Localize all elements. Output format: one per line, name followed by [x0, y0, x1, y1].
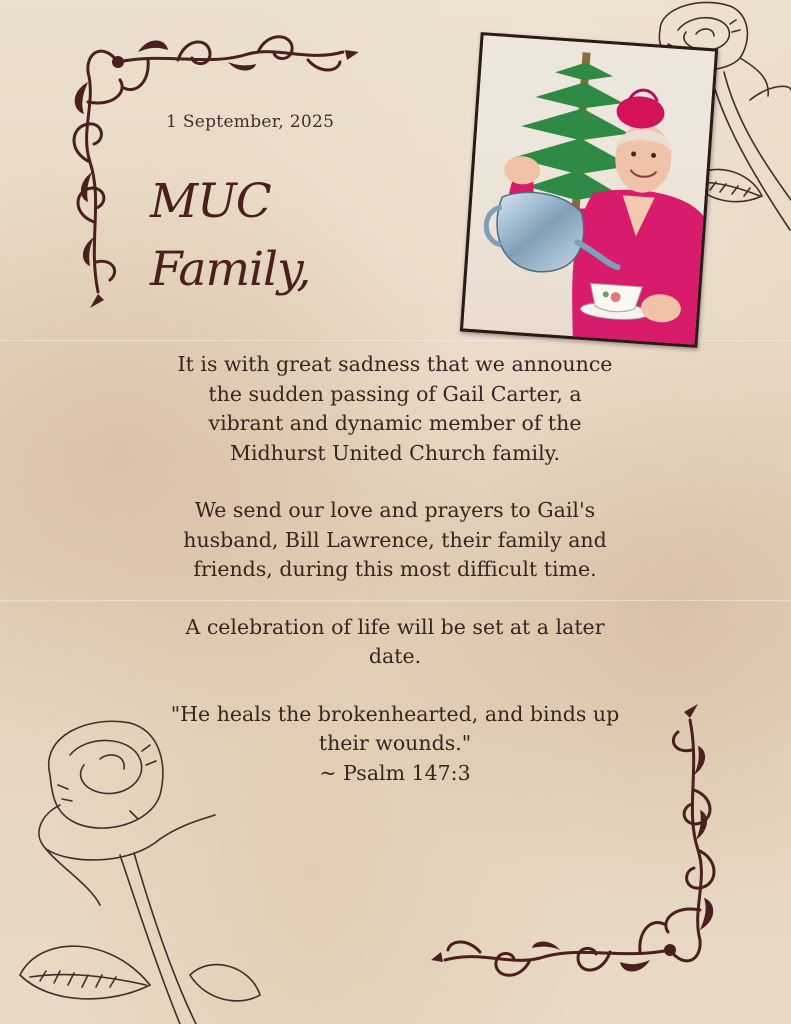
condolence-paragraph: We send our love and prayers to Gail's husband, Bill Lawrence, their family and friends, during this most difficult time.: [183, 498, 607, 581]
greeting-title: MUC Family,: [150, 174, 311, 297]
scripture-citation: ~ Psalm 147:3: [319, 760, 471, 785]
portrait-photo: [463, 35, 715, 344]
filigree-corner-bottom-right: [430, 700, 730, 1000]
date: 1 September, 2025: [166, 112, 335, 132]
celebration-paragraph: A celebration of life will be set at a later date.: [185, 614, 605, 668]
scripture-quote: "He heals the brokenhearted, and binds up their wounds.": [170, 701, 620, 755]
announcement-paragraph: It is with great sadness that we announce the sudden passing of Gail Carter, a vibrant and dynamic member of the Midhurst United Church family.: [177, 352, 613, 465]
portrait-photo-frame: [460, 32, 718, 348]
rose-sketch-bottom-left: [10, 715, 270, 1024]
